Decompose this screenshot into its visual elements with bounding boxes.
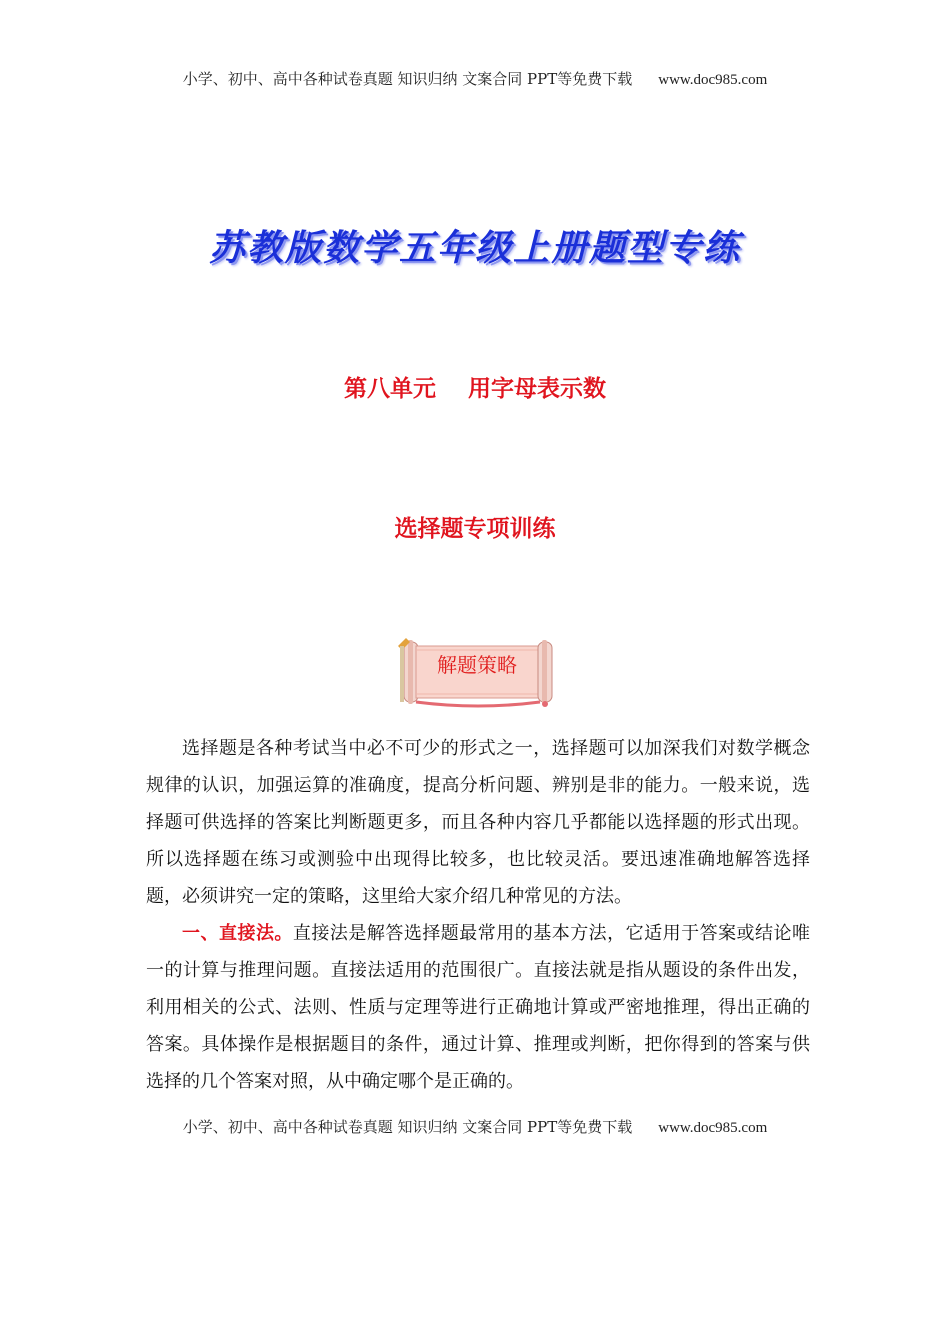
footer-site: www.doc985.com (658, 1120, 768, 1136)
intro-paragraph: 选择题是各种考试当中必不可少的形式之一，选择题可以加深我们对数学概念规律的认识，加强运算的准确度，提高分析问题、辨别是非的能力。一般来说，选择题可供选择的答案比判断题更多，而且各种内容几乎都能以选择题的形式出现。所以选择题在练习或测验中出现得比较多，也比较灵活。要迅速准确地解答选择题，必须讲究一定的策略，这里给大家介绍几种常见的方法。 (146, 738, 810, 907)
document-title: 苏教版数学五年级上册题型专练 (208, 228, 741, 269)
strategy-scroll-banner (394, 636, 560, 708)
page-footer (0, 1116, 950, 1137)
header-text: 小学、初中、高中各种试卷真题 知识归纳 文案合同 PPT等免费下载 (182, 70, 633, 88)
method1-paragraph (146, 915, 810, 1100)
footer-text: 小学、初中、高中各种试卷真题 知识归纳 文案合同 PPT等免费下载 (182, 1118, 633, 1136)
header-site: www.doc985.com (658, 72, 768, 88)
section-title: 选择题专项训练 (394, 516, 556, 542)
page-header (0, 68, 950, 89)
body-content (146, 730, 810, 1100)
unit-title: 第八单元 用字母表示数 (343, 376, 607, 402)
strategy-label: 解题策略 (437, 653, 517, 677)
method1-heading: 一、直接法。 (182, 923, 293, 944)
method1-body: 直接法是解答选择题最常用的基本方法，它适用于答案或结论唯一的计算与推理问题。直接法适用的范围很广。直接法就是指从题设的条件出发，利用相关的公式、法则、性质与定理等进行正确地计算或严密地推理，得出正确的答案。具体操作是根据题目的条件，通过计算、推理或判断，把你得到的答案与供选择的几个答案对照，从中确定哪个是正确的。 (146, 923, 811, 1092)
